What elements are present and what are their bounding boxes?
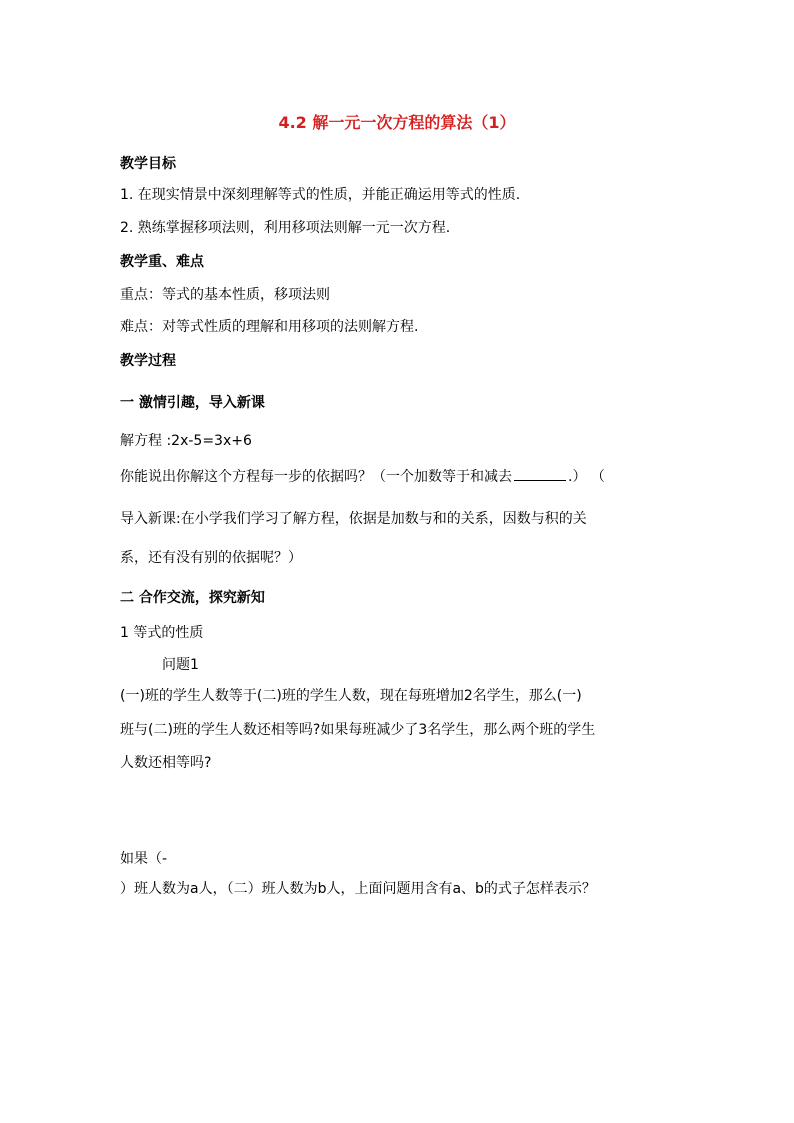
objectives-heading: 教学目标	[120, 156, 176, 172]
problem-line-3: 人数还相等吗?	[120, 755, 212, 771]
if-line-2: ）班人数为a人，（二）班人数为b人，上面问题用含有a、b的式子怎样表示？	[120, 881, 596, 897]
document-title: 4.2 解一元一次方程的算法（1）	[278, 113, 516, 132]
intro-line-1: 导入新课:在小学我们学习了解方程，依据是加数与和的关系，因数与积的关	[120, 511, 587, 527]
question-text-end: .） （	[568, 469, 605, 485]
difficulty-text: 难点：对等式性质的理解和用移项的法则解方程.	[120, 319, 419, 335]
answer-blank	[514, 466, 566, 481]
objective-2: 2. 熟练掌握移项法则，利用移项法则解一元一次方程.	[120, 220, 451, 236]
process-heading: 教学过程	[120, 353, 176, 369]
equation-line: 解方程 :2x-5=3x+6	[120, 433, 252, 449]
problem-line-2: 班与(二)班的学生人数还相等吗?如果每班减少了3名学生，那么两个班的学生	[120, 722, 596, 738]
question-text-start: 你能说出你解这个方程每一步的依据吗？（一个加数等于和减去	[120, 469, 512, 485]
section1-heading: 一 激情引趣，导入新课	[120, 395, 265, 411]
intro-line-2: 系，还有没有别的依据呢？）	[120, 550, 302, 566]
if-line-1: 如果（-	[120, 851, 168, 867]
problem-label: 问题1	[162, 657, 199, 673]
problem-line-1: (一)班的学生人数等于(二)班的学生人数，现在每班增加2名学生，那么(一)	[120, 688, 582, 704]
keypoint-text: 重点：等式的基本性质，移项法则	[120, 287, 330, 303]
keypoints-heading: 教学重、难点	[120, 254, 204, 270]
objective-1: 1. 在现实情景中深刻理解等式的性质，并能正确运用等式的性质.	[120, 187, 521, 203]
subsection-1: 1 等式的性质	[120, 625, 204, 641]
section2-heading: 二 合作交流，探究新知	[120, 590, 265, 606]
question-line	[120, 466, 605, 486]
